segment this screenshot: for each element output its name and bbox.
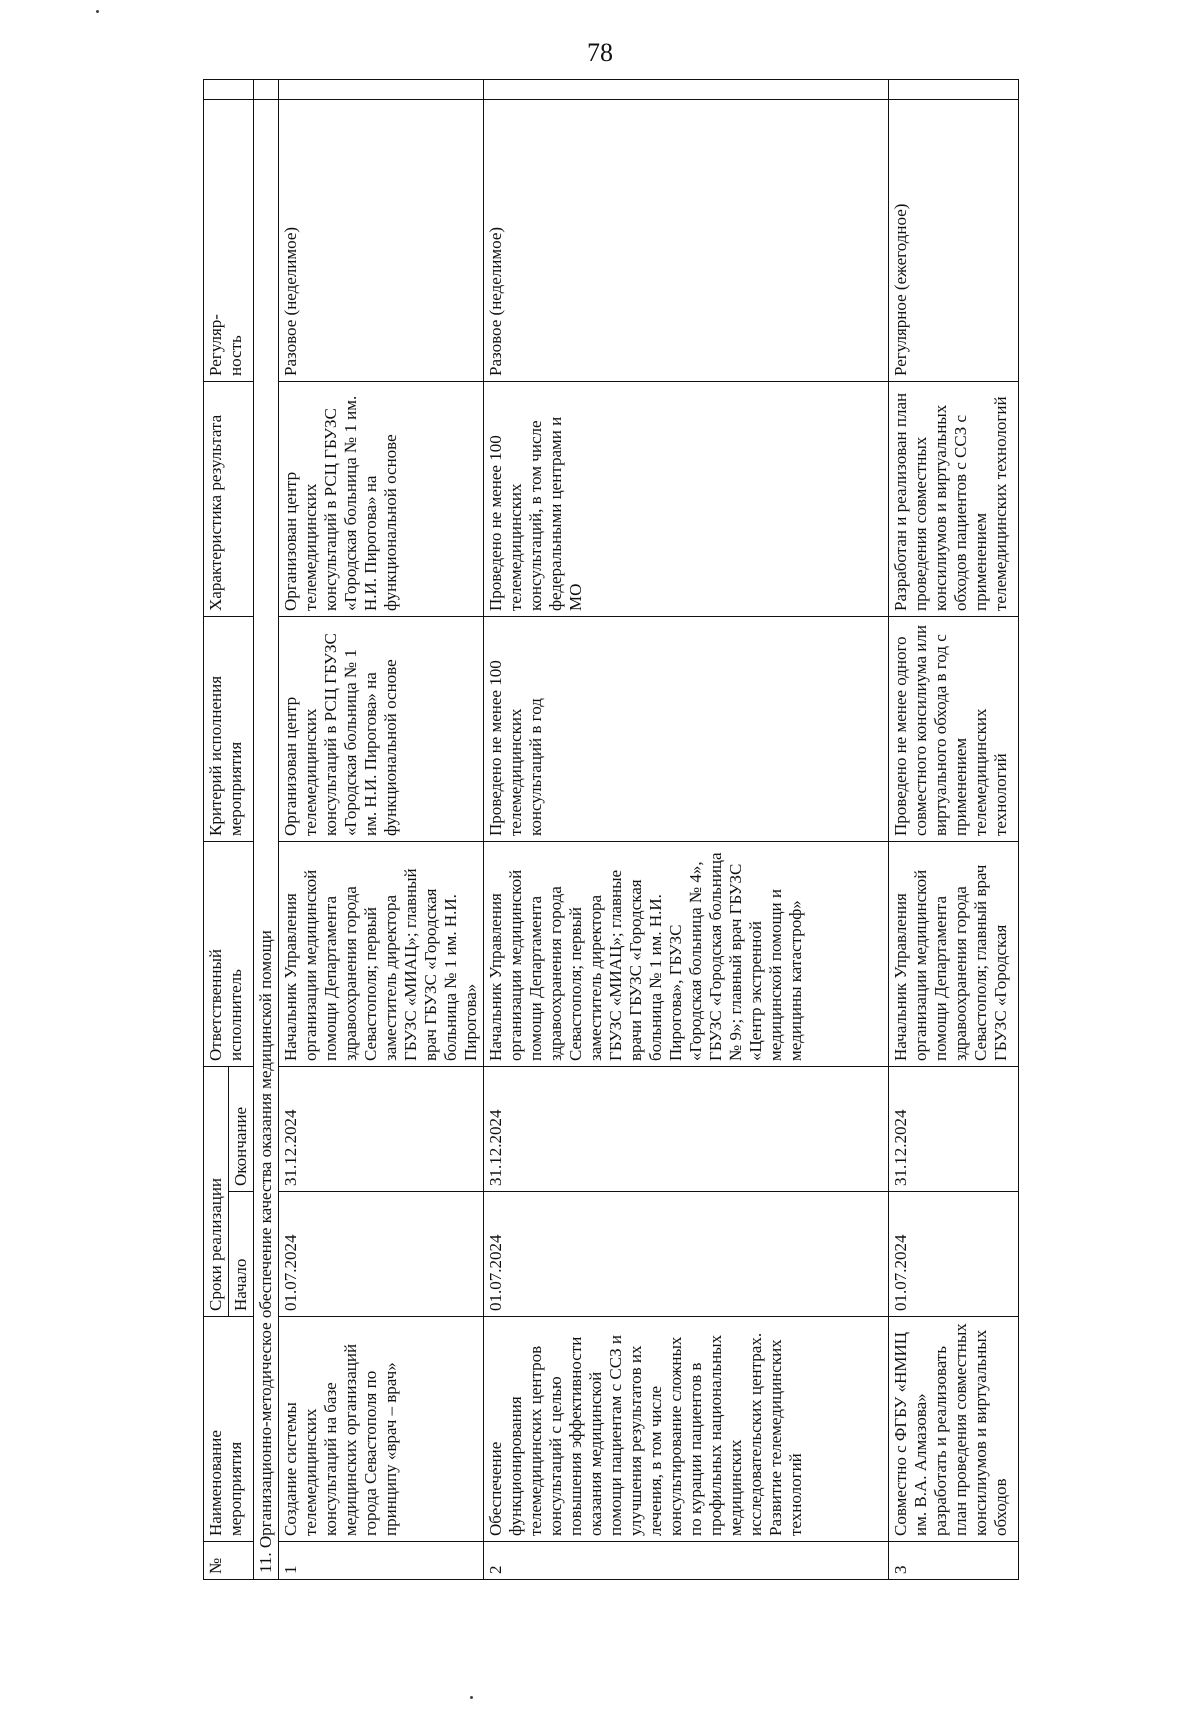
cell-start: 01.07.2024 bbox=[889, 1192, 1019, 1317]
header-name-line1: Наименование bbox=[206, 1430, 225, 1536]
cell-criterion: Проведено не менее одного совместного консилиума или виртуального обхода в год с применением телемедицинских технологий bbox=[889, 617, 1019, 842]
section-row bbox=[254, 80, 279, 1580]
header-name-line2: мероприятия bbox=[226, 1441, 245, 1536]
empty-cell bbox=[254, 80, 279, 100]
header-responsible bbox=[204, 842, 254, 1067]
cell-name: Совместно с ФГБУ «НМИЦ им. В.А. Алмазова» разработать и реализовать план проведения совместных консилиумов и виртуальных обходов bbox=[889, 1317, 1019, 1542]
cell-result: Организован центр телемедицинских консультаций в РСЦ ГБУЗС «Городская больница № 1 им. Н.И. Пирогова» на функциональной основе bbox=[279, 382, 484, 617]
cell-start: 01.07.2024 bbox=[484, 1192, 889, 1317]
cell-result: Разработан и реализован план проведения совместных консилиумов и виртуальных обходов пациентов с ССЗ с применением телемедицинских технологий bbox=[889, 382, 1019, 617]
rotated-table-container bbox=[203, 80, 1013, 1580]
section-title: 11. Организационно-методическое обеспечение качества оказания медицинской помощи bbox=[254, 100, 279, 1580]
header-regularity-line1: Регуляр- bbox=[206, 314, 225, 376]
cell-end: 31.12.2024 bbox=[484, 1067, 889, 1192]
header-end: Окончание bbox=[229, 1067, 254, 1192]
header-terms: Сроки реализации bbox=[204, 1067, 229, 1317]
header-num: № bbox=[204, 1542, 254, 1580]
cell-end: 31.12.2024 bbox=[279, 1067, 484, 1192]
cell-responsible: Начальник Управления организации медицинской помощи Департамента здравоохранения города Севастополя; первый заместитель директора ГБУЗС «МИАЦ»; главный врач ГБУЗС «Городская больница № 1 им. Н.И. Пирогова» bbox=[279, 842, 484, 1067]
header-empty bbox=[204, 80, 254, 100]
table-row bbox=[484, 80, 889, 1580]
empty-cell bbox=[484, 80, 889, 100]
cell-responsible: Начальник Управления организации медицинской помощи Департамента здравоохранения города Севастополя; первый заместитель директора ГБУЗС «МИАЦ»; главные врачи ГБУЗС «Городская больница № 1 им. Н.И. Пирогова», ГБУЗС «Городская больница № 4», ГБУЗС «Городская больница № 9»; главный врач ГБУЗС «Центр экстренной медицинской помощи и медицины катастроф» bbox=[484, 842, 889, 1067]
cell-result: Проведено не менее 100 телемедицинских консультаций, в том числе федеральными центрами и МО bbox=[484, 382, 889, 617]
header-name bbox=[204, 1317, 254, 1542]
scan-speck bbox=[96, 10, 99, 13]
page-number: 78 bbox=[587, 38, 613, 67]
scan-speck bbox=[470, 1696, 473, 1699]
measures-table bbox=[203, 79, 1019, 1580]
cell-name: Создание системы телемедицинских консультаций на базе медицинских организаций города Севастополя по принципу «врач – врач» bbox=[279, 1317, 484, 1542]
header-responsible-line1: Ответственный bbox=[206, 949, 225, 1061]
cell-start: 01.07.2024 bbox=[279, 1192, 484, 1317]
cell-num: 3 bbox=[889, 1542, 1019, 1580]
cell-responsible: Начальник Управления организации медицинской помощи Департамента здравоохранения города Севастополя; главный врач ГБУЗС «Городская bbox=[889, 842, 1019, 1067]
header-regularity bbox=[204, 100, 254, 382]
cell-regularity: Разовое (неделимое) bbox=[484, 100, 889, 382]
empty-cell bbox=[889, 80, 1019, 100]
table-row bbox=[279, 80, 484, 1580]
header-regularity-line2: ность bbox=[226, 335, 245, 376]
header-criterion-line1: Критерий исполнения bbox=[206, 675, 225, 836]
cell-name: Обеспечение функционирования телемедицинских центров консультаций с целью повышения эффективности оказания медицинской помощи пациентам с ССЗ и улучшения результатов их лечения, в том числе консультирование сложных по курации пациентов в профильных национальных медицинских исследовательских центрах. Развитие телемедицинских технологий bbox=[484, 1317, 889, 1542]
cell-regularity: Разовое (неделимое) bbox=[279, 100, 484, 382]
cell-end: 31.12.2024 bbox=[889, 1067, 1019, 1192]
header-responsible-line2: исполнитель bbox=[226, 969, 245, 1061]
header-row-1 bbox=[204, 80, 229, 1580]
cell-criterion: Организован центр телемедицинских консультаций в РСЦ ГБУЗС «Городская больница № 1 им. Н.И. Пирогова» на функциональной основе bbox=[279, 617, 484, 842]
empty-cell bbox=[279, 80, 484, 100]
header-result: Характеристика результата bbox=[204, 382, 254, 617]
cell-criterion: Проведено не менее 100 телемедицинских консультаций в год bbox=[484, 617, 889, 842]
cell-regularity: Регулярное (ежегодное) bbox=[889, 100, 1019, 382]
header-criterion-line2: мероприятия bbox=[226, 741, 245, 836]
table-row bbox=[889, 80, 1019, 1580]
cell-num: 2 bbox=[484, 1542, 889, 1580]
header-start: Начало bbox=[229, 1192, 254, 1317]
header-criterion bbox=[204, 617, 254, 842]
cell-num: 1 bbox=[279, 1542, 484, 1580]
